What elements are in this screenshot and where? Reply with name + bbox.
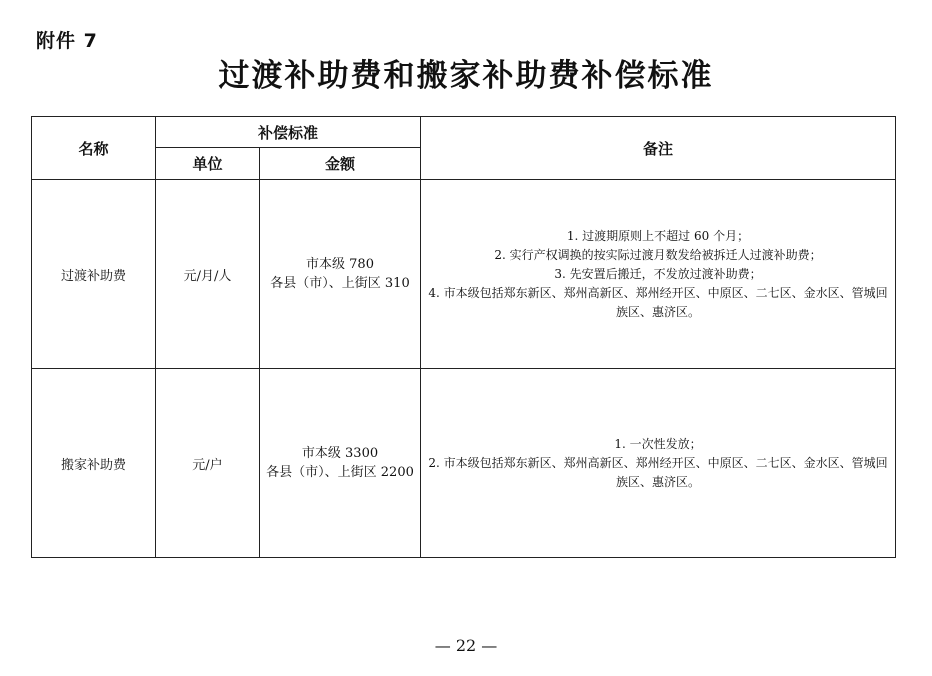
note-item: 1. 过渡期原则上不超过 60 个月； bbox=[566, 228, 750, 243]
header-unit: 单位 bbox=[156, 148, 260, 180]
row-notes bbox=[421, 369, 896, 558]
page-title: 过渡补助费和搬家补助费补偿标准 bbox=[218, 58, 714, 94]
note-item: 2. 实行产权调换的按实际过渡月数发给被拆迁人过渡补助费； bbox=[494, 247, 822, 262]
note-item: 2. 市本级包括郑东新区、郑州高新区、郑州经开区、中原区、二七区、金水区、管城回族区、惠济区。 bbox=[428, 455, 888, 489]
note-item: 4. 市本级包括郑东新区、郑州高新区、郑州经开区、中原区、二七区、金水区、管城回族区、惠济区。 bbox=[428, 285, 888, 319]
amount-county: 各县（市）、上街区 2200 bbox=[266, 465, 414, 480]
row-notes bbox=[421, 180, 896, 369]
header-amount: 金额 bbox=[260, 148, 421, 180]
row-name: 搬家补助费 bbox=[32, 369, 156, 558]
amount-city: 市本级 3300 bbox=[301, 446, 379, 461]
row-unit: 元/户 bbox=[156, 369, 260, 558]
header-standard: 补偿标准 bbox=[156, 117, 421, 148]
row-amount bbox=[260, 369, 421, 558]
compensation-table bbox=[31, 116, 896, 558]
note-item: 1. 一次性发放； bbox=[614, 436, 702, 451]
note-item: 3. 先安置后搬迁，不发放过渡补助费； bbox=[554, 266, 762, 281]
row-amount bbox=[260, 180, 421, 369]
row-unit: 元/月/人 bbox=[156, 180, 260, 369]
table-row bbox=[32, 369, 896, 558]
attachment-label: 附件 7 bbox=[36, 30, 98, 52]
amount-city: 市本级 780 bbox=[306, 257, 374, 272]
page-number: — 22 — bbox=[434, 636, 498, 655]
header-name: 名称 bbox=[32, 117, 156, 180]
row-name: 过渡补助费 bbox=[32, 180, 156, 369]
table-row bbox=[32, 180, 896, 369]
header-remarks: 备注 bbox=[421, 117, 896, 180]
amount-county: 各县（市）、上街区 310 bbox=[270, 276, 410, 291]
